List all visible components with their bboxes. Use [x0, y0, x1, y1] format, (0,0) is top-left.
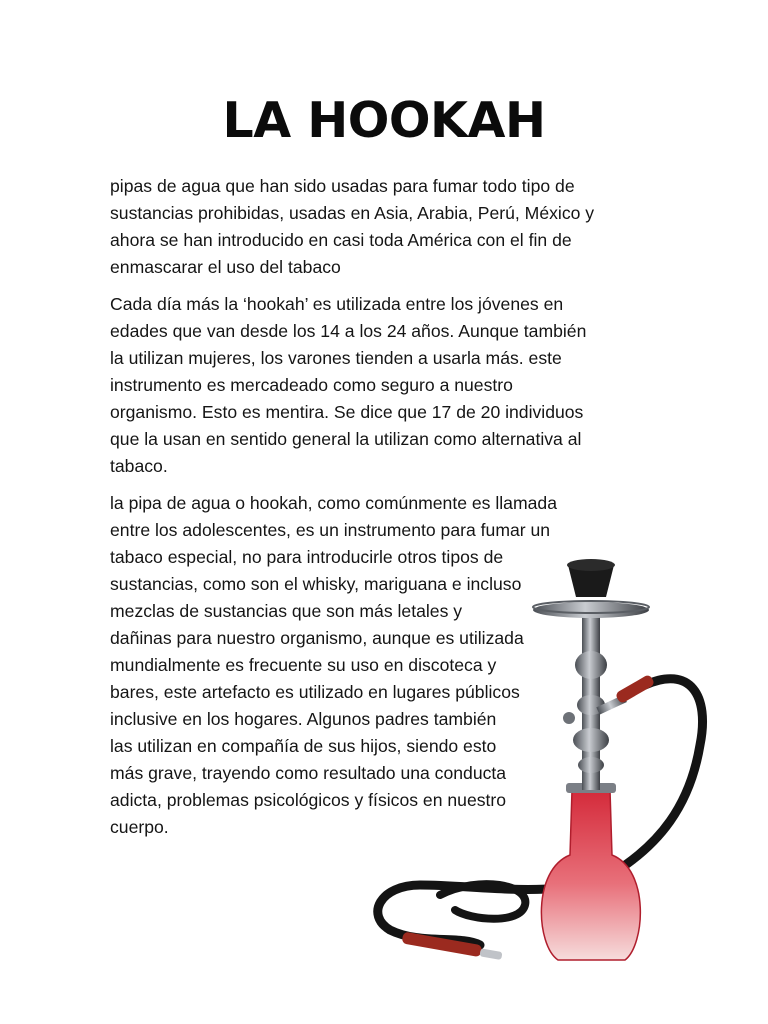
text-line: inclusive en los hogares. Algunos padres también: [110, 709, 497, 729]
text-line: instrumento es mercadeado como seguro a nuestro: [110, 375, 513, 395]
hose: [378, 679, 703, 945]
paragraph-1: [110, 173, 594, 281]
paragraph-2: [110, 291, 586, 480]
mouthpiece-tip: [479, 948, 502, 960]
text-line: edades que van desde los 14 a los 24 años. Aunque también: [110, 321, 587, 341]
text-line: mundialmente es frecuente su uso en discoteca y: [110, 655, 497, 675]
page-title: LA HOOKAH: [222, 92, 546, 149]
text-line: pipas de agua que han sido usadas para fumar todo tipo de: [110, 176, 575, 196]
hose-handle: [615, 674, 656, 704]
text-line: más grave, trayendo como resultado una conducta: [110, 763, 507, 783]
text-line: mezclas de sustancias que son más letales y: [110, 601, 463, 621]
text-line: adicta, problemas psicológicos y físicos en nuestro: [110, 790, 507, 810]
text-line: que la usan en sentido general la utilizan como alternativa al: [110, 429, 582, 449]
text-line: organismo. Esto es mentira. Se dice que 17 de 20 individuos: [110, 402, 584, 422]
text-line: cuerpo.: [110, 817, 169, 837]
text-line: Cada día más la ‘hookah’ es utilizada entre los jóvenes en: [110, 294, 564, 314]
stem-bulb-1: [575, 651, 607, 679]
bowl-top: [567, 559, 615, 571]
vase: [541, 790, 640, 960]
text-line: tabaco especial, no para introducirle otros tipos de: [110, 547, 504, 567]
text-line: tabaco.: [110, 456, 168, 476]
text-line: entre los adolescentes, es un instrumento para fumar un: [110, 520, 551, 540]
text-line: las utilizan en compañía de sus hijos, siendo esto: [110, 736, 497, 756]
hookah-icon: [360, 555, 720, 975]
valve: [563, 712, 575, 724]
text-line: bares, este artefacto es utilizado en lugares públicos: [110, 682, 520, 702]
text-line: enmascarar el uso del tabaco: [110, 257, 341, 277]
text-line: dañinas para nuestro organismo, aunque es utilizada: [110, 628, 524, 648]
stem-bulb-3: [573, 728, 609, 752]
text-line: ahora se han introducido en casi toda América con el fin de: [110, 230, 572, 250]
text-line: sustancias, como son el whisky, mariguana e incluso: [110, 574, 522, 594]
text-line: la pipa de agua o hookah, como comúnmente es llamada: [110, 493, 557, 513]
stem-bulb-4: [578, 757, 604, 773]
tray: [533, 602, 649, 618]
text-line: la utilizan mujeres, los varones tienden a usarla más. este: [110, 348, 562, 368]
text-line: sustancias prohibidas, usadas en Asia, Arabia, Perú, México y: [110, 203, 595, 223]
